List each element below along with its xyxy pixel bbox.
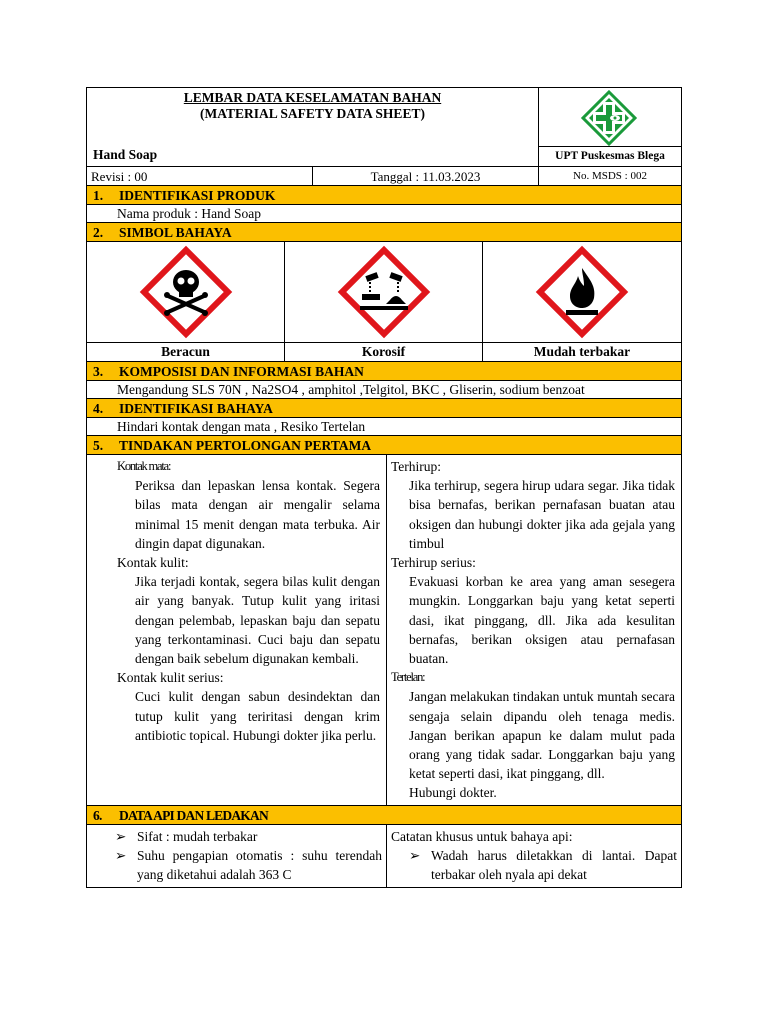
- section-number: 4.: [93, 401, 104, 416]
- first-aid-label: Terhirup:: [391, 459, 442, 474]
- first-aid-text: Periksa dan lepaskan lensa kontak. Segera bilas mata dengan air mengalir selama minimal 15 menit dengan mata terbuka. Air dingin dapat digunakan.: [135, 478, 380, 551]
- fire-property-text: Sifat : mudah terbakar: [137, 828, 258, 844]
- document-subtitle: (MATERIAL SAFETY DATA SHEET): [200, 106, 425, 121]
- first-aid-right-column: [387, 455, 681, 805]
- organization-name: UPT Puskesmas Blega: [539, 146, 681, 167]
- first-aid-row: [87, 455, 681, 806]
- first-aid-text: Hubungi dokter.: [409, 785, 497, 801]
- corrosive-label: Korosif: [285, 343, 483, 361]
- first-aid-text: Jika terhirup, segera hirup udara segar. Jika tidak bisa bernafas, berikan pernafasan buatan atau oksigen dan hubungi dokter jika ada gejala yang timbul: [409, 478, 675, 551]
- revision-number: Revisi : 00: [87, 167, 313, 185]
- document-date: Tanggal : 11.03.2023: [313, 167, 539, 185]
- hazard-identification-row: Hindari kontak dengan mata , Resiko Tertelan: [87, 418, 681, 436]
- toxic-symbol-cell: [87, 242, 285, 342]
- section-title: DATA API DAN LEDAKAN: [119, 807, 268, 823]
- fire-notes-label: Catatan khusus untuk bahaya api:: [391, 828, 573, 844]
- section-title: IDENTIFIKASI BAHAYA: [119, 401, 273, 416]
- list-item: [115, 846, 382, 884]
- section-4-header: [87, 399, 681, 418]
- fire-property-text: Suhu pengapian otomatis : suhu terendah yang diketahui adalah 363 C: [137, 847, 382, 883]
- skull-crossbones-icon: [138, 244, 234, 340]
- header-org-block: [539, 88, 681, 166]
- section-title: TINDAKAN PERTOLONGAN PERTAMA: [119, 438, 372, 453]
- product-name-title: Hand Soap: [93, 147, 158, 162]
- flammable-label: Mudah terbakar: [533, 344, 631, 359]
- section-number: 2.: [93, 225, 104, 240]
- fire-left-column: [87, 825, 387, 887]
- hazard-symbols-row: [87, 242, 681, 343]
- section-1-header: [87, 186, 681, 205]
- header-row: [87, 88, 681, 167]
- first-aid-text: Evakuasi korban ke area yang aman sesegera mungkin. Longgarkan baju yang ketat seperti dasi, ikat pinggang, dll. Jika ada kesulitan bernafas, berikan oksigen atau pernafasan buatan.: [409, 574, 675, 667]
- section-2-header: [87, 223, 681, 242]
- toxic-label: Beracun: [87, 343, 285, 361]
- section-number: 1.: [93, 188, 104, 203]
- first-aid-label: Kontak kulit:: [117, 555, 189, 571]
- product-name-row: Nama produk : Hand Soap: [87, 205, 681, 223]
- bullet-arrow-icon: ➢: [115, 847, 127, 863]
- first-aid-label: Kontak mata:: [117, 459, 171, 473]
- header-title-block: [87, 88, 539, 166]
- section-6-header: [87, 806, 681, 825]
- fire-note-text: Wadah harus diletakkan di lantai. Dapat terbakar oleh nyala api dekat: [431, 847, 677, 883]
- first-aid-text: Jangan melakukan tindakan untuk muntah secara sengaja selain dipandu oleh tenaga medis. Jangan berikan apapun ke dalam mulut pada orang yang tidak sadar. Longgarkan baju yang ketat seperti dasi, ikat pinggang, dll.: [409, 689, 675, 782]
- puskesmas-logo-icon: [581, 90, 637, 146]
- first-aid-left-column: [87, 455, 387, 805]
- section-title: SIMBOL BAHAYA: [119, 225, 232, 240]
- section-number: 3.: [93, 364, 104, 379]
- corrosive-symbol-cell: [285, 242, 483, 342]
- document-title: LEMBAR DATA KESELAMATAN BAHAN: [183, 90, 442, 105]
- composition-row: Mengandung SLS 70N , Na2SO4 , amphitol ,Telgitol, BKC , Gliserin, sodium benzoat: [87, 381, 681, 399]
- section-3-header: [87, 362, 681, 381]
- section-title: IDENTIFIKASI PRODUK: [119, 188, 276, 203]
- list-item: [409, 846, 677, 884]
- flammable-symbol-cell: [483, 242, 681, 342]
- first-aid-text: Cuci kulit dengan sabun desindektan dan tutup kulit yang teriritasi dengan krim antibiotic topical. Hubungi dokter jika perlu.: [135, 689, 380, 743]
- first-aid-text: Jika terjadi kontak, segera bilas kulit dengan air yang banyak. Tutup kulit yang iritasi dengan pelembab, lepaskan baju dan sepatu yang terkontaminasi. Cuci baju dan sepatu dengan baik sebelum digunakan kembali.: [135, 574, 380, 667]
- section-number: 6.: [93, 807, 102, 823]
- first-aid-label: Tertelan:: [391, 670, 425, 685]
- msds-number: No. MSDS : 002: [573, 170, 647, 182]
- first-aid-label: Terhirup serius:: [391, 555, 476, 571]
- msds-sheet: [86, 87, 682, 888]
- flame-icon: [534, 244, 630, 340]
- section-title: KOMPOSISI DAN INFORMASI BAHAN: [119, 364, 364, 379]
- hazard-labels-row: [87, 343, 681, 362]
- fire-data-row: [87, 825, 681, 887]
- section-number: 5.: [93, 438, 104, 453]
- meta-row: [87, 167, 681, 186]
- fire-right-column: [387, 825, 681, 887]
- first-aid-label: Kontak kulit serius:: [117, 670, 224, 686]
- section-5-header: [87, 436, 681, 455]
- list-item: [115, 827, 382, 846]
- bullet-arrow-icon: ➢: [409, 847, 421, 863]
- bullet-arrow-icon: ➢: [115, 828, 127, 844]
- corrosion-icon: [336, 244, 432, 340]
